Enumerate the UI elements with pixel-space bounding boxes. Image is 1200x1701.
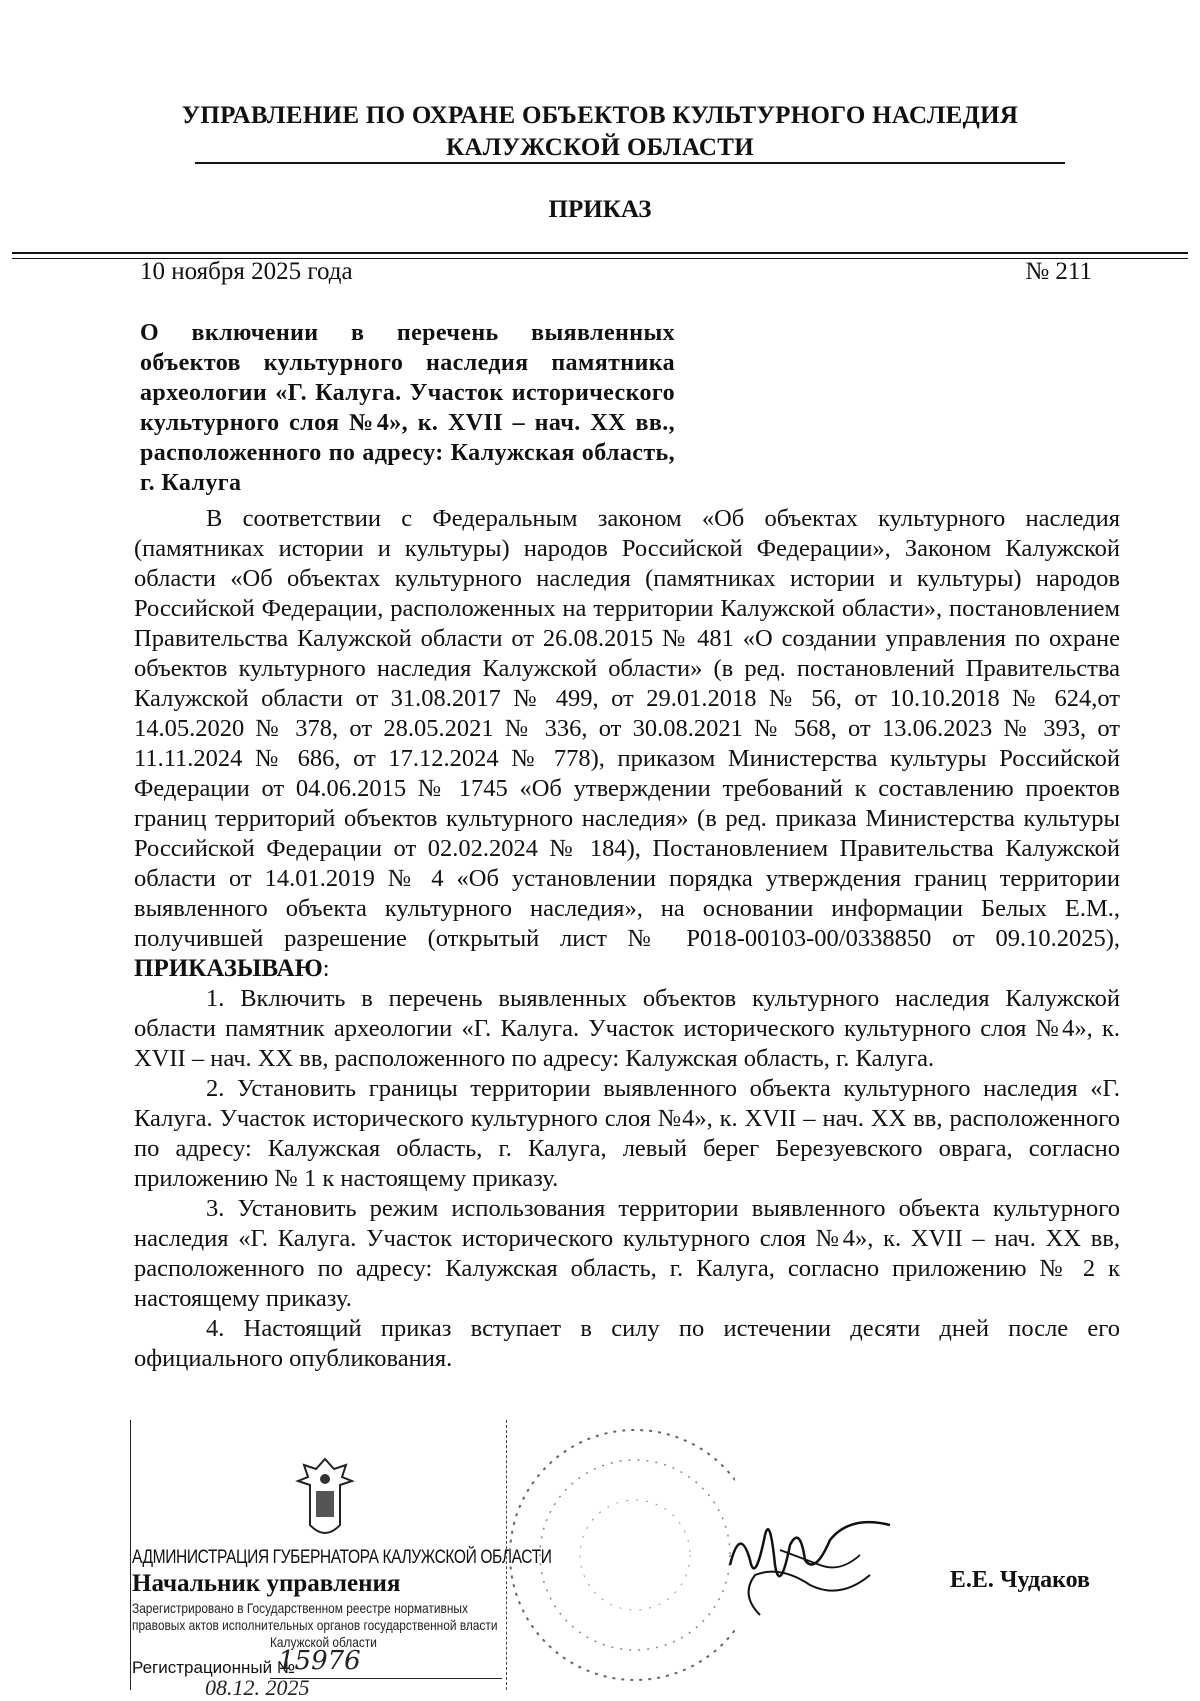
agency-name-line2: КАЛУЖСКОЙ ОБЛАСТИ [445,134,755,161]
coat-of-arms-icon [290,1455,360,1545]
registration-text-line2: правовых актов исполнительных органов государственной власти [132,1617,498,1633]
agency-name-line1: УПРАВЛЕНИЕ ПО ОХРАНЕ ОБЪЕКТОВ КУЛЬТУРНОГО НАСЛЕДИЯ [181,102,1019,129]
registration-date: 08.12. 2025 [205,1675,310,1700]
order-body [134,504,1120,1374]
signer-name: Е.Е. Чудаков [949,1567,1090,1593]
document-type: ПРИКАЗ [548,196,652,223]
order-verb-line [134,954,1120,984]
order-number: № 211 [1025,258,1092,285]
signature-scribble-icon [720,1505,900,1625]
separator-rule-top [12,252,1188,254]
preamble-paragraph: В соответствии с Федеральным законом «Об объектах культурного наследия (памятниках истории и культуры) народов Российской Федерации», Законом Калужской области «Об объектах культурного наследия (памятниках истории и культуры) народов Российской Федерации, расположенных на территории Калужской области», постановлением Правительства Калужской области от 26.08.2015 № 481 «О создании управления по охране объектов культурного наследия Калужской области» (в ред. постановлений Правительства Калужской области от 31.08.2017 № 499, от 29.01.2018 № 56, от 10.10.2018 № 624,от 14.05.2020 № 378, от 28.05.2021 № 336, от 30.08.2021 № 568, от 13.06.2023 № 393, от 11.11.2024 № 686, от 17.12.2024 № 778), приказом Министерства культуры Российской Федерации от 04.06.2015 № 1745 «Об утверждении требований к составлению проектов границ территорий объектов культурного наследия» (в ред. приказа Министерства культуры Российской Федерации от 02.02.2024 № 184), Постановлением Правительства Калужской области от 14.01.2019 № 4 «Об установлении порядка утверждения границ территории выявленного объекта культурного наследия», на основании информации Белых Е.М., получившей разрешение (открытый лист № Р018-00103-00/0338850 от 09.10.2025), [134,505,1120,952]
signer-title: Начальник управления [132,1570,401,1597]
registration-number-value: 15976 [278,1646,361,1676]
agency-header [0,100,1200,164]
order-item-1: 1. Включить в перечень выявленных объектов культурного наследия Калужской области памятник археологии «Г. Калуга. Участок исторического культурного слоя №4», к. XVII – нач. XX вв, расположенного по адресу: Калужская область, г. Калуга. [134,985,1120,1072]
header-underline [195,162,1065,164]
order-item-3: 3. Установить режим использования территории выявленного объекта культурного наследия «Г. Калуга. Участок исторического культурного слоя №4», к. XVII – нач. XX вв, расположенного по адресу: Калужская область, г. Калуга, согласно приложению № 2 к настоящему приказу. [134,1195,1120,1312]
order-item-2: 2. Установить границы территории выявленного объекта культурного наследия «Г. Калуга. Участок исторического культурного слоя №4», к. XVII – нач. XX вв, расположенного по адресу: Калужская область, г. Калуга, левый берег Березуевского оврага, согласно приложению № 1 к настоящему приказу. [134,1075,1120,1192]
order-item-4: 4. Настоящий приказ вступает в силу по истечении десяти дней после его официального опубликования. [134,1315,1120,1372]
registration-text-line3: Калужской области [270,1634,377,1650]
registration-authority: АДМИНИСТРАЦИЯ ГУБЕРНАТОРА КАЛУЖСКОЙ ОБЛАСТИ [132,1547,552,1568]
order-date: 10 ноября 2025 года [140,258,353,285]
order-verb: ПРИКАЗЫВАЮ [134,955,323,982]
registration-number-label: Регистрационный № [132,1658,296,1677]
order-subject: О включении в перечень выявленных объектов культурного наследия памятника археологии «Г. Калуга. Участок исторического культурного слоя №4», к. XVII – нач. XX вв., расположенного по адресу: Калужская область, г. Калуга [140,320,675,496]
official-seal-icon [505,1415,735,1695]
order-verb-colon: : [322,955,330,982]
registration-text-line1: Зарегистрировано в Государственном реестре нормативных [132,1600,468,1616]
